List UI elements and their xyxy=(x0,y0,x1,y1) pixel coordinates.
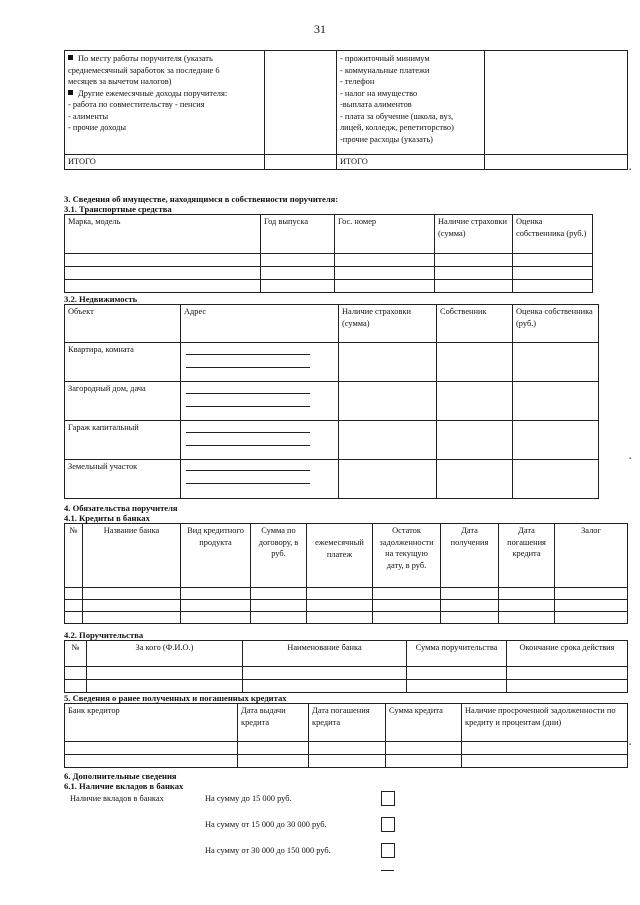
guarantees-header-end: Окончание срока действия xyxy=(507,641,628,667)
table-cell[interactable] xyxy=(243,667,407,680)
table-row xyxy=(65,612,628,624)
table-cell[interactable] xyxy=(238,755,309,768)
address-line[interactable] xyxy=(186,483,310,484)
realty-table xyxy=(64,304,599,499)
table-row xyxy=(65,267,593,280)
address-line[interactable] xyxy=(186,432,310,433)
income-amount-cell[interactable] xyxy=(265,51,337,155)
realty-title: 3.2. Недвижимость xyxy=(64,294,138,304)
section6-title: 6. Дополнительные сведения xyxy=(64,771,177,781)
table-cell[interactable] xyxy=(462,755,628,768)
expense-line: - коммунальные платежи xyxy=(340,65,430,75)
table-cell[interactable] xyxy=(181,600,251,612)
transport-header-value: Оценка собственника (руб.) xyxy=(513,215,593,254)
credits-header-balance: Остаток задолженности на текущую дату, в руб. xyxy=(373,524,441,588)
table-cell[interactable] xyxy=(83,612,181,624)
table-cell[interactable] xyxy=(339,460,437,499)
table-row xyxy=(65,742,628,755)
table-cell[interactable] xyxy=(437,460,513,499)
address-line[interactable] xyxy=(186,393,310,394)
scan-mark: ▪ xyxy=(629,456,632,462)
table-cell[interactable] xyxy=(87,680,243,693)
table-cell[interactable] xyxy=(441,600,499,612)
transport-header-insurance: Наличие страховки (сумма) xyxy=(435,215,513,254)
deposit-option-label: На сумму от 15 000 до 30 000 руб. xyxy=(205,820,327,829)
table-cell[interactable] xyxy=(83,600,181,612)
deposit-option-label: На сумму до 15 000 руб. xyxy=(205,794,292,803)
table-cell[interactable] xyxy=(307,600,373,612)
prior-credits-table xyxy=(64,703,628,768)
deposits-title: 6.1. Наличие вкладов в банках xyxy=(64,781,184,791)
expense-line: - плата за обучение (школа, вуз, xyxy=(340,111,454,121)
expense-amount-cell[interactable] xyxy=(485,51,628,155)
deposit-option-checkbox[interactable] xyxy=(381,817,395,832)
guarantees-header-sum: Сумма поручительства xyxy=(407,641,507,667)
income-expense-table xyxy=(64,50,628,170)
table-cell[interactable] xyxy=(339,382,437,421)
income-line: месяцев за вычетом налогов) xyxy=(68,77,172,86)
table-row xyxy=(65,254,593,267)
realty-row-house xyxy=(65,382,339,421)
guarantees-header-num: № xyxy=(65,641,87,667)
table-cell[interactable] xyxy=(513,343,599,382)
table-cell[interactable] xyxy=(65,742,238,755)
prior-header-repaid: Дата погашения кредита xyxy=(309,704,386,742)
credits-header-bank: Название банка xyxy=(83,524,181,588)
table-cell[interactable] xyxy=(181,612,251,624)
table-cell[interactable] xyxy=(407,680,507,693)
scan-mark: ▪ xyxy=(629,742,632,748)
table-cell[interactable] xyxy=(386,742,462,755)
deposits-label: Наличие вкладов в банках xyxy=(70,794,164,803)
table-cell[interactable] xyxy=(65,588,83,600)
table-cell[interactable] xyxy=(65,755,238,768)
expense-total-cell[interactable] xyxy=(485,155,628,170)
credits-table xyxy=(64,523,628,624)
table-cell[interactable] xyxy=(373,600,441,612)
table-cell[interactable] xyxy=(513,267,593,280)
realty-object-label: Загородный дом, дача xyxy=(68,384,146,393)
deposit-option-label: На сумму от 30 000 до 150 000 руб. xyxy=(205,846,331,855)
table-cell[interactable] xyxy=(181,588,251,600)
table-cell[interactable] xyxy=(251,588,307,600)
realty-row-garage xyxy=(65,421,339,460)
table-cell[interactable] xyxy=(83,588,181,600)
realty-object-label: Квартира, комната xyxy=(68,345,134,354)
table-cell[interactable] xyxy=(65,267,261,280)
table-cell[interactable] xyxy=(407,667,507,680)
income-line: - работа по совместительству - пенсия xyxy=(68,100,205,109)
table-cell[interactable] xyxy=(335,254,435,267)
income-total-cell[interactable] xyxy=(265,155,337,170)
table-cell[interactable] xyxy=(238,742,309,755)
table-row xyxy=(65,667,628,680)
realty-header-object: Объект xyxy=(65,305,181,343)
transport-table xyxy=(64,214,593,293)
expense-list xyxy=(337,51,485,155)
table-cell[interactable] xyxy=(373,612,441,624)
table-cell[interactable] xyxy=(513,421,599,460)
guarantees-header-bank: Наименование банка xyxy=(243,641,407,667)
deposit-option-checkbox[interactable] xyxy=(381,791,395,806)
expense-line: -выплата алиментов xyxy=(340,100,412,109)
expense-line: -прочие расходы (указать) xyxy=(340,134,433,144)
table-cell[interactable] xyxy=(307,612,373,624)
table-cell[interactable] xyxy=(513,460,599,499)
scan-mark: ▪ xyxy=(629,167,632,173)
credits-header-sum: Сумма по договору, в руб. xyxy=(251,524,307,588)
table-cell[interactable] xyxy=(507,667,628,680)
prior-header-bank: Банк кредитор xyxy=(65,704,238,742)
table-cell[interactable] xyxy=(373,588,441,600)
table-cell[interactable] xyxy=(339,421,437,460)
income-total-label: ИТОГО xyxy=(65,155,265,170)
credits-header-repay: Дата погашения кредита xyxy=(499,524,555,588)
table-cell[interactable] xyxy=(441,612,499,624)
realty-header-value: Оценка собственника (руб.) xyxy=(513,305,599,343)
table-cell[interactable] xyxy=(307,588,373,600)
expense-line: - налог на имущество xyxy=(340,88,418,98)
expense-line: - телефон xyxy=(340,77,375,86)
credits-header-received: Дата получения xyxy=(441,524,499,588)
table-cell[interactable] xyxy=(243,680,407,693)
prior-header-sum: Сумма кредита xyxy=(386,704,462,742)
section4-title: 4. Обязательства поручителя xyxy=(64,503,178,513)
address-line[interactable] xyxy=(186,445,310,446)
table-cell[interactable] xyxy=(513,382,599,421)
credits-header-collateral: Залог xyxy=(555,524,628,588)
credits-header-monthly: ежемесячный платеж xyxy=(307,524,373,588)
table-cell[interactable] xyxy=(437,382,513,421)
guarantees-header-person: За кого (Ф.И.О.) xyxy=(87,641,243,667)
table-cell[interactable] xyxy=(65,612,83,624)
realty-header-address: Адрес xyxy=(181,305,339,343)
table-cell[interactable] xyxy=(435,280,513,293)
table-cell[interactable] xyxy=(65,680,87,693)
table-cell[interactable] xyxy=(499,600,555,612)
realty-header-insurance: Наличие страховки (сумма) xyxy=(339,305,437,343)
table-cell[interactable] xyxy=(437,421,513,460)
realty-row-flat xyxy=(65,343,339,382)
section5-title: 5. Сведения о ранее полученных и погашенных кредитах xyxy=(64,693,287,703)
expense-line: лицей, колледж, репетиторство) xyxy=(340,123,454,132)
table-cell[interactable] xyxy=(513,280,593,293)
table-cell[interactable] xyxy=(499,612,555,624)
table-cell[interactable] xyxy=(261,254,335,267)
table-cell[interactable] xyxy=(386,755,462,768)
table-cell[interactable] xyxy=(309,755,386,768)
income-line: - алименты xyxy=(68,111,109,121)
table-cell[interactable] xyxy=(251,612,307,624)
address-line[interactable] xyxy=(186,406,310,407)
table-row xyxy=(65,600,628,612)
table-cell[interactable] xyxy=(65,667,87,680)
table-cell[interactable] xyxy=(309,742,386,755)
income-line: По месту работы поручителя (указать xyxy=(78,54,213,63)
address-line[interactable] xyxy=(186,367,310,368)
table-cell[interactable] xyxy=(261,267,335,280)
realty-header-owner: Собственник xyxy=(437,305,513,343)
transport-header-plate: Гос. номер xyxy=(335,215,435,254)
table-cell[interactable] xyxy=(499,588,555,600)
table-cell[interactable] xyxy=(555,600,628,612)
table-cell[interactable] xyxy=(339,343,437,382)
page-number: 31 xyxy=(314,22,326,36)
table-cell[interactable] xyxy=(507,680,628,693)
prior-header-issued: Дата выдачи кредита xyxy=(238,704,309,742)
expense-total-label: ИТОГО xyxy=(337,155,485,170)
transport-header-year: Год выпуска xyxy=(261,215,335,254)
credits-header-product: Вид кредитного продукта xyxy=(181,524,251,588)
income-list xyxy=(65,51,265,155)
realty-object-label: Земельный участок xyxy=(68,462,138,471)
table-cell[interactable] xyxy=(65,254,261,267)
table-cell[interactable] xyxy=(435,267,513,280)
table-cell[interactable] xyxy=(261,280,335,293)
transport-title: 3.1. Транспортные средства xyxy=(64,204,172,214)
table-cell[interactable] xyxy=(251,600,307,612)
realty-row-land xyxy=(65,460,339,499)
realty-object-label: Гараж капитальный xyxy=(68,423,139,432)
income-line: - прочие доходы xyxy=(68,123,126,132)
income-line: среднемесячный заработок за последние 6 xyxy=(68,65,220,75)
deposit-option-checkbox[interactable] xyxy=(381,843,395,858)
divider xyxy=(180,342,181,498)
expense-line: - прожиточный минимум xyxy=(340,54,430,63)
table-row xyxy=(65,280,593,293)
table-cell[interactable] xyxy=(555,588,628,600)
table-cell[interactable] xyxy=(65,600,83,612)
table-row xyxy=(65,755,628,768)
divider xyxy=(381,870,394,871)
table-cell[interactable] xyxy=(335,267,435,280)
table-cell[interactable] xyxy=(335,280,435,293)
table-cell[interactable] xyxy=(555,612,628,624)
section3-title: 3. Сведения об имуществе, находящимся в собственности поручителя: xyxy=(64,194,339,204)
income-line: Другие ежемесячные доходы поручителя: xyxy=(78,88,228,98)
table-cell[interactable] xyxy=(462,742,628,755)
table-row xyxy=(65,588,628,600)
address-line[interactable] xyxy=(186,470,310,471)
table-row xyxy=(65,680,628,693)
transport-header-model: Марка, модель xyxy=(65,215,261,254)
address-line[interactable] xyxy=(186,354,310,355)
table-cell[interactable] xyxy=(435,254,513,267)
guarantees-title: 4.2. Поручительства xyxy=(64,630,144,640)
credits-title: 4.1. Кредиты в банках xyxy=(64,513,150,523)
credits-header-num: № xyxy=(65,524,83,588)
table-cell[interactable] xyxy=(65,280,261,293)
table-cell[interactable] xyxy=(87,667,243,680)
table-cell[interactable] xyxy=(513,254,593,267)
guarantees-table xyxy=(64,640,628,693)
table-cell[interactable] xyxy=(441,588,499,600)
table-cell[interactable] xyxy=(437,343,513,382)
prior-header-overdue: Наличие просроченной задолженности по кредиту и процентам (дни) xyxy=(462,704,628,742)
